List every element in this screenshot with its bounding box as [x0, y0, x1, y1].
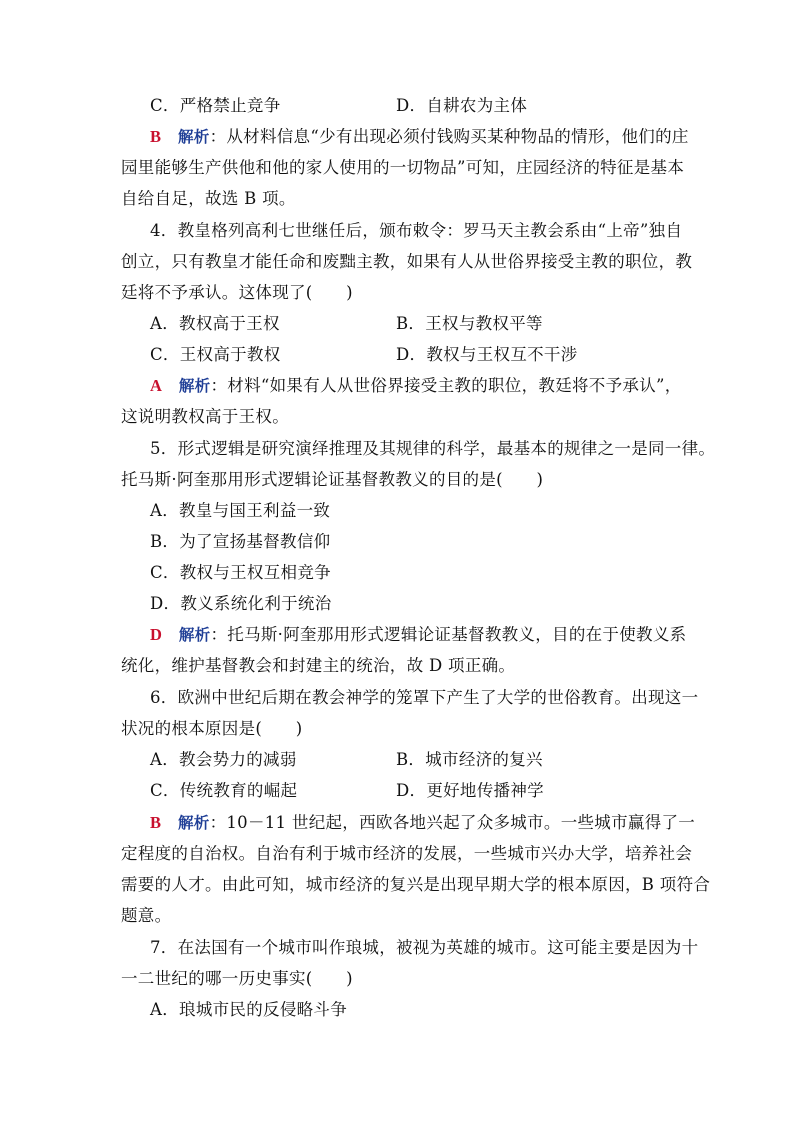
q4-option-b: B．王权与教权平等: [396, 314, 543, 333]
q6-option-a: A．教会势力的减弱: [150, 750, 297, 769]
q4-answer: A: [150, 376, 163, 395]
q6-analysis-text-4: 题意。: [121, 906, 172, 925]
q6-analysis-text-3: 需要的人才。由此可知，城市经济的复兴是出现早期大学的根本原因，B 项符合: [121, 875, 711, 894]
q5-analysis: [150, 624, 686, 646]
q6-analysis: [150, 812, 695, 834]
q7-option-a: A．琅城市民的反侵略斗争: [150, 1000, 348, 1019]
q5-option-b: B．为了宣扬基督教信仰: [150, 532, 331, 551]
q4-option-d: D．教权与王权互不干涉: [396, 345, 578, 364]
q5-analysis-label: 解析: [178, 626, 211, 644]
q7-stem-1: 7．在法国有一个城市叫作琅城，被视为英雄的城市。这可能主要是因为十: [150, 938, 699, 957]
q6-stem-2: 状况的根本原因是( ): [121, 719, 303, 738]
q4-stem-3: 廷将不予承认。这体现了( ): [121, 283, 353, 302]
q5-stem-1: 5．形式逻辑是研究演绎推理及其规律的科学，最基本的规律之一是同一律。: [150, 439, 716, 458]
q4-stem-2: 创立，只有教皇才能任命和废黜主教，如果有人从世俗界接受主教的职位，教: [121, 252, 693, 271]
q4-analysis-text-2: 这说明教权高于王权。: [121, 407, 289, 426]
q5-stem-2: 托马斯·阿奎那用形式逻辑论证基督教教义的目的是( ): [121, 470, 544, 489]
q4-analysis-label: 解析: [178, 377, 211, 395]
q6-option-c: C．传统教育的崛起: [150, 781, 298, 800]
q6-stem-1: 6．欧洲中世纪后期在教会神学的笼罩下产生了大学的世俗教育。出现这一: [150, 688, 699, 707]
q7-stem-2: 一二世纪的哪一历史事实( ): [121, 969, 353, 988]
q4-option-a: A．教权高于王权: [150, 314, 280, 333]
q4-analysis-text-1: ：材料“如果有人从世俗界接受主教的职位，教廷将不予承认”，: [210, 376, 682, 395]
q6-analysis-text-2: 定程度的自治权。自治有利于城市经济的发展，一些城市兴办大学，培养社会: [121, 844, 693, 863]
q3-analysis-label: 解析: [177, 128, 210, 146]
q4-option-c: C．王权高于教权: [150, 345, 281, 364]
q3-analysis: [150, 126, 689, 148]
q3-analysis-text-2: 园里能够生产供他和他的家人使用的一切物品”可知，庄园经济的特征是基本: [121, 158, 685, 177]
q6-option-b: B．城市经济的复兴: [396, 750, 543, 769]
q4-analysis: [150, 375, 682, 397]
q3-answer: B: [150, 127, 162, 146]
q3-option-d: D．自耕农为主体: [396, 96, 528, 115]
q5-answer: D: [150, 625, 163, 644]
q5-analysis-text-2: 统化，维护基督教会和封建主的统治，故 D 项正确。: [121, 656, 516, 675]
q3-analysis-text-3: 自给自足，故选 B 项。: [121, 189, 296, 208]
q5-option-a: A．教皇与国王利益一致: [150, 501, 331, 520]
q6-analysis-text-1: ：10－11 世纪起，西欧各地兴起了众多城市。一些城市赢得了一: [209, 813, 696, 832]
q3-option-c: C．严格禁止竞争: [150, 96, 281, 115]
q5-option-d: D．教义系统化利于统治: [150, 594, 332, 613]
q4-stem-1: 4．教皇格列高利七世继任后，颁布敕令：罗马天主教会系由“上帝”独自: [150, 221, 683, 240]
q5-analysis-text-1: ：托马斯·阿奎那用形式逻辑论证基督教教义，目的在于使教义系: [210, 625, 687, 644]
q5-option-c: C．教权与王权互相竞争: [150, 563, 331, 582]
q6-option-d: D．更好地传播神学: [396, 781, 544, 800]
q6-analysis-label: 解析: [177, 814, 210, 832]
q6-answer: B: [150, 813, 162, 832]
q3-analysis-text-1: ：从材料信息“少有出现必须付钱购买某种物品的情形，他们的庄: [209, 127, 689, 146]
